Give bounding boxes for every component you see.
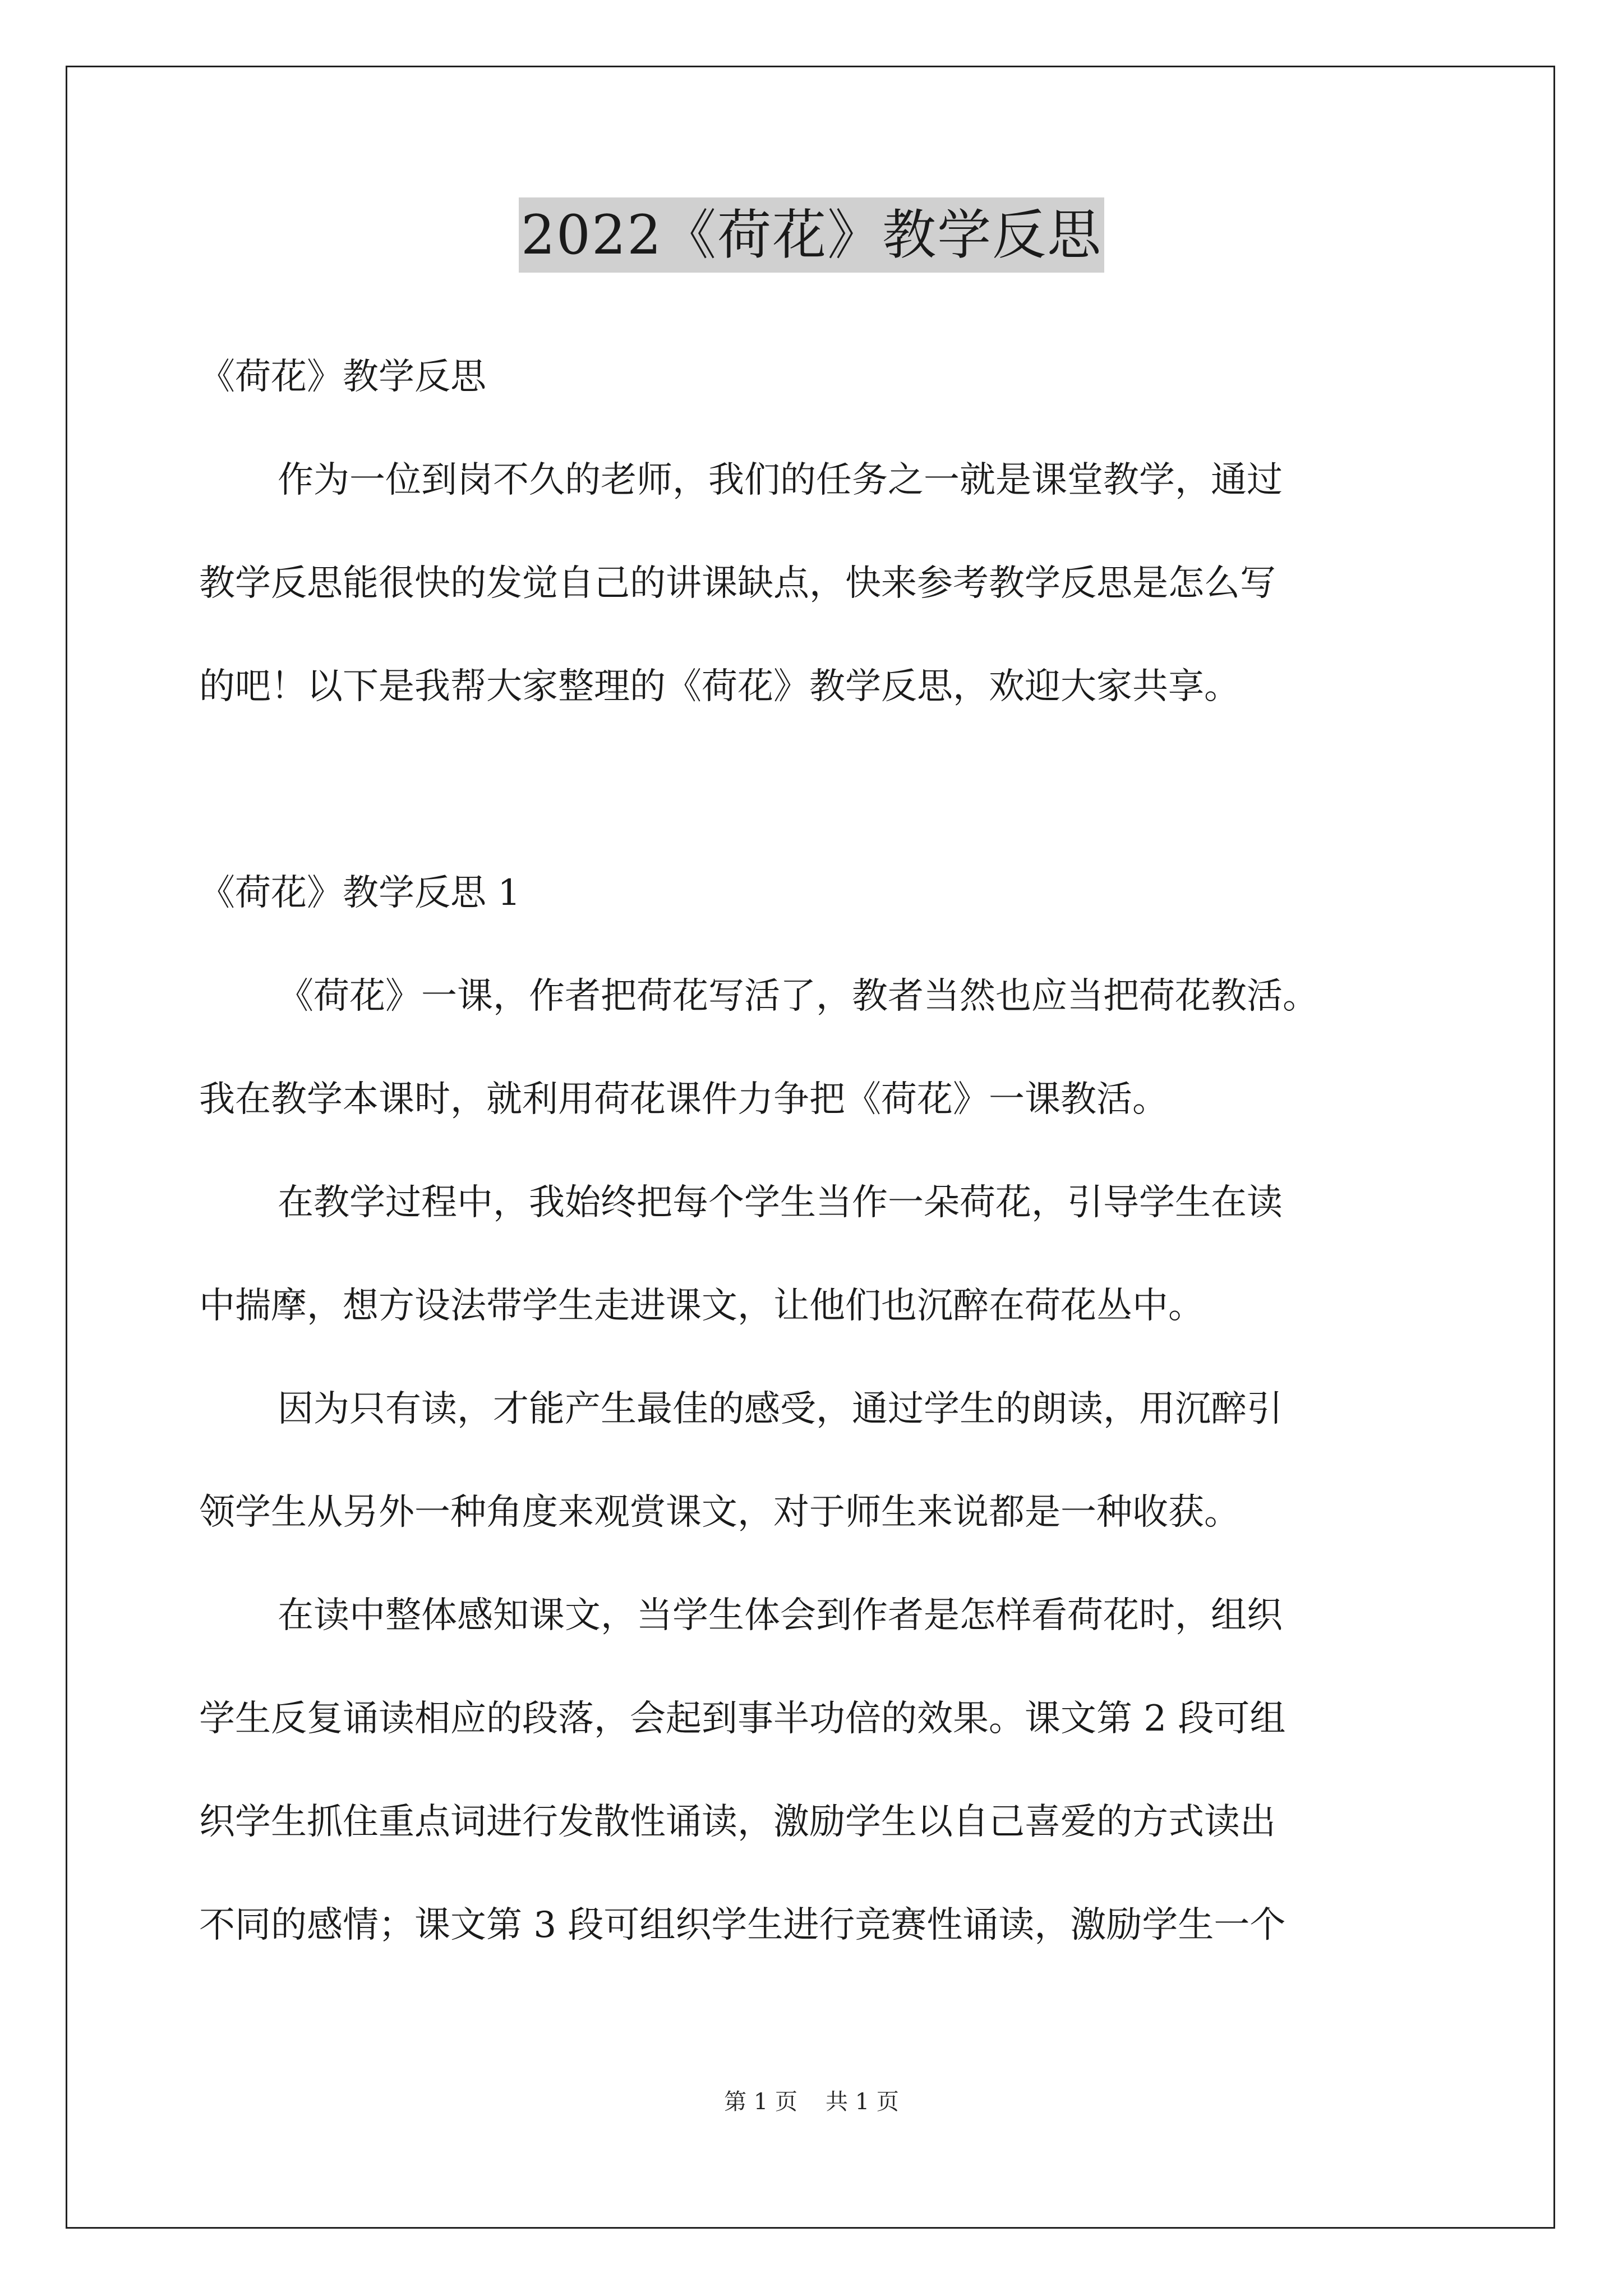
section-heading: 《荷花》教学反思 1	[199, 872, 521, 914]
paragraph-line: 织学生抓住重点词进行发散性诵读，激励学生以自己喜爱的方式读出	[199, 1801, 1276, 1843]
page-total: 共 1 页	[826, 2089, 899, 2115]
paragraph-line: 中揣摩，想方设法带学生走进课文，让他们也沉醉在荷花丛中。	[199, 1285, 1204, 1327]
paragraph-line: 在教学过程中，我始终把每个学生当作一朵荷花，引导学生在读	[278, 1182, 1283, 1223]
page-number: 第 1 页	[724, 2089, 797, 2115]
title-block	[0, 197, 1623, 273]
intro-line: 的吧！以下是我帮大家整理的《荷花》教学反思，欢迎大家共享。	[199, 666, 1240, 707]
paragraph-line: 不同的感情；课文第 3 段可组织学生进行竞赛性诵读，激励学生一个	[199, 1904, 1286, 1946]
intro-line: 作为一位到岗不久的老师，我们的任务之一就是课堂教学，通过	[278, 459, 1283, 501]
paragraph-line: 我在教学本课时，就利用荷花课件力争把《荷花》一课教活。	[199, 1079, 1168, 1120]
page-footer	[0, 2084, 1623, 2116]
paragraph-line: 《荷花》一课，作者把荷花写活了，教者当然也应当把荷花教活。	[278, 976, 1318, 1017]
intro-line: 教学反思能很快的发觉自己的讲课缺点，快来参考教学反思是怎么写	[199, 563, 1276, 604]
paragraph-line: 领学生从另外一种角度来观赏课文，对于师生来说都是一种收获。	[199, 1492, 1240, 1533]
paragraph-line: 因为只有读，才能产生最佳的感受，通过学生的朗读，用沉醉引	[278, 1388, 1283, 1430]
spacer	[199, 738, 1422, 841]
document-body	[199, 325, 1422, 1977]
subtitle: 《荷花》教学反思	[199, 356, 486, 398]
document-title: 2022《荷花》教学反思	[519, 197, 1104, 273]
paragraph-line: 学生反复诵读相应的段落，会起到事半功倍的效果。课文第 2 段可组	[199, 1698, 1286, 1740]
paragraph-line: 在读中整体感知课文，当学生体会到作者是怎样看荷花时，组织	[278, 1595, 1283, 1636]
